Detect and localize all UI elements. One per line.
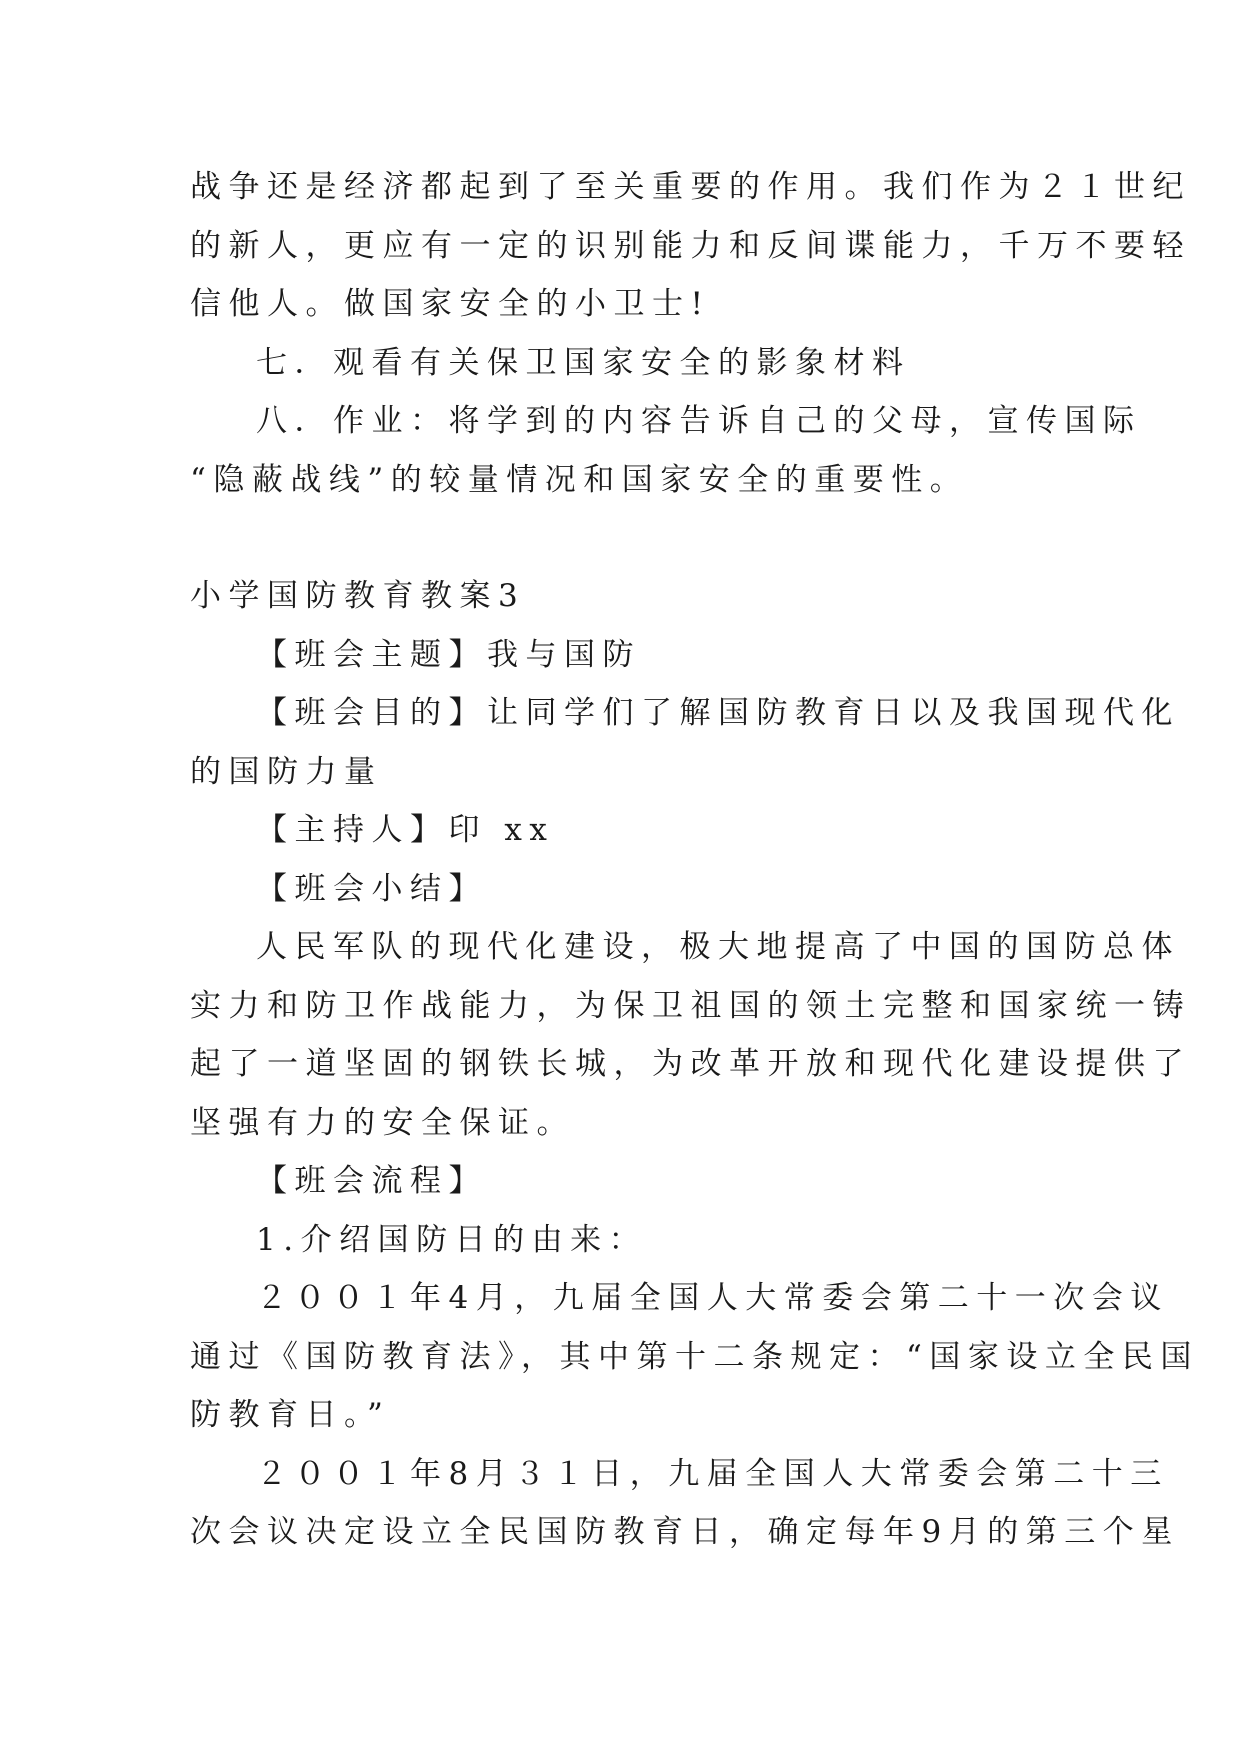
text-line: 坚强有力的安全保证。 (190, 1104, 575, 1141)
text-line: 八．作业：将学到的内容告诉自己的父母，宣传国际 (256, 403, 1142, 439)
text-line: ２００１年4月，九届全国人大常委会第二十一次会议 (256, 1280, 1169, 1316)
text-line: ２００１年8月３１日，九届全国人大常委会第二十三 (256, 1455, 1169, 1492)
paragraph-gap (190, 509, 1050, 567)
text-line: 【班会主题】我与国防 (256, 636, 641, 673)
text-line: 通过《国防教育法》，其中第十二条规定：“国家设立全民国 (190, 1338, 1199, 1375)
text-line: “隐蔽战线”的较量情况和国家安全的重要性。 (190, 461, 969, 498)
text-line: 【班会目的】让同学们了解国防教育日以及我国现代化 (256, 695, 1180, 731)
text-line: 【主持人】印 xx (256, 812, 555, 848)
text-line: 信他人。做国家安全的小卫士! (190, 286, 711, 322)
text-line: 实力和防卫作战能力，为保卫祖国的领土完整和国家统一铸 (190, 987, 1191, 1024)
text-line: 的新人，更应有一定的识别能力和反间谍能力，千万不要轻 (190, 227, 1191, 264)
text-line: 的国防力量 (190, 753, 383, 790)
section-title: 小学国防教育教案3 (190, 578, 526, 614)
text-line: 防教育日。” (190, 1397, 391, 1433)
text-line: 人民军队的现代化建设，极大地提高了中国的国防总体 (256, 929, 1180, 965)
text-line: 七．观看有关保卫国家安全的影象材料 (256, 344, 911, 381)
text-line: 次会议决定设立全民国防教育日，确定每年9月的第三个星 (190, 1514, 1180, 1550)
text-line: 【班会流程】 (256, 1163, 487, 1199)
text-line: 【班会小结】 (256, 870, 487, 907)
text-line: 起了一道坚固的钢铁长城，为改革开放和现代化建设提供了 (190, 1046, 1191, 1082)
text-line: 战争还是经济都起到了至关重要的作用。我们作为２１世纪 (190, 169, 1191, 205)
text-line: 1.介绍国防日的由来： (256, 1221, 648, 1258)
document-body (190, 158, 1199, 1562)
